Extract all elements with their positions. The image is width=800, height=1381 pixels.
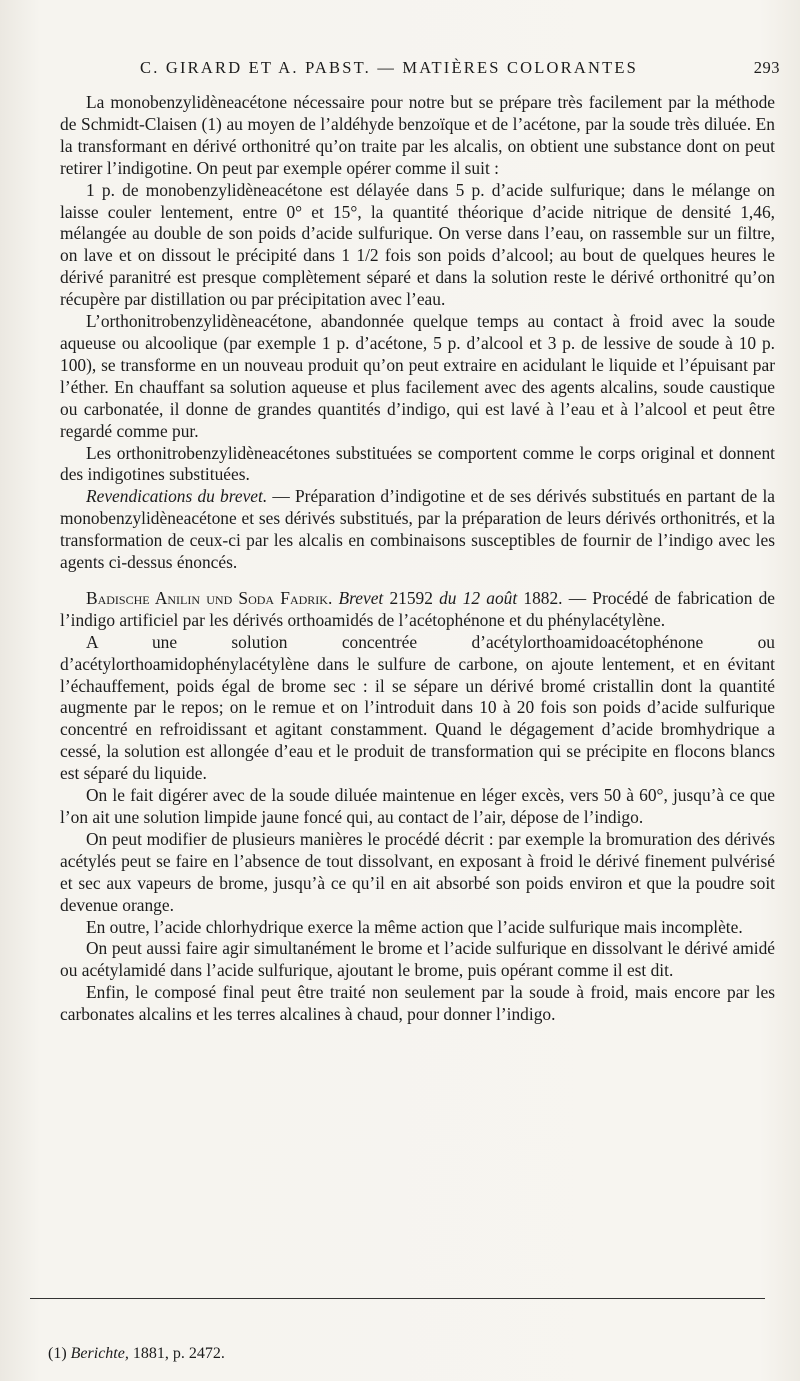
paragraph-4: Les orthonitrobenzylidèneacétones substituées se comportent comme le corps original et donnent des indigotines substituées. [60,442,775,485]
patent-entry [60,588,775,632]
paragraph-8: On le fait digérer avec de la soude diluée maintenue en léger excès, vers 50 à 60°, jusqu’à ce que l’on ait une solution limpide jaune foncé qui, au contact de l’air, dépose de l’indigo. [60,785,775,827]
paragraph-7: A une solution concentrée d’acétylorthoamidoacétophénone ou d’acétylorthoamidophénylacétylène dans le sulfure de carbone, on ajoute lentement, et en évitant l’échauffement, poids égal de brome sec : il se sépare un dérivé bromé cristallin dont la quantité augmente par le repos; on le remue et on l’introduit dans 10 à 20 fois son poids d’acide sulfurique concentré en refroidissant et agitant constamment. Quand le dégagement d’acide bromhydrique a cessé, la solution est allongée d’eau et le produit de transformation qui se précipite en flocons blancs est séparé du liquide. [60,631,775,784]
paragraph-10: En outre, l’acide chlorhydrique exerce la même action que l’acide sulfurique mais incomplète. [86,916,743,937]
patent-company: Badische Anilin und Soda Fadrik. [86,587,333,608]
patent-brevet: Brevet [338,587,384,608]
claims-heading: Revendications du brevet. [86,486,268,507]
patent-number: 21592 [383,587,440,608]
paragraph-claims [60,486,775,574]
paragraph-11: On peut aussi faire agir simultanément le brome et l’acide sulfurique en dissolvant le dérivé amidé ou acétylamidé dans l’acide sulfurique, ajoutant le brome, puis opérant comme il est dit. [60,938,775,981]
patent-date: du 12 août [439,587,518,608]
paragraph-1: La monobenzylidèneacétone nécessaire pour notre but se prépare très facilement par la méthode de Schmidt-Claisen (1) au moyen de l’aldéhyde benzoïque et de l’acétone, par la soude très diluée. En la transformant en dérivé orthonitré qu’on traite par les alcalis, on obtient une substance dont on peut retirer l’indigotine. On peut par exemple opérer comme il suit : [60,92,775,178]
footnote-marker: (1) [48,1345,71,1362]
footnote-source: Berichte, [70,1345,129,1362]
page-number: 293 [753,58,780,77]
footnote-rule [30,1298,765,1299]
body-text [60,92,775,1026]
paragraph-2: 1 p. de monobenzylidèneacétone est délayée dans 5 p. d’acide sulfurique; dans le mélange on laisse couler lentement, entre 0° et 15°, la quantité théorique d’acide nitrique de densité 1,46, mélangée au double de son poids d’acide sulfurique. On verse dans l’eau, on rassemble sur un filtre, on lave et on dissout le précipité dans 1 1/2 fois son poids d’alcool; au bout de quelques heures le dérivé paranitré est presque complètement séparé et dans la solution reste le dérivé orthonitré qu’on récupère par distillation ou par précipitation avec l’eau. [60,179,775,310]
footnote-ref: 1881, p. 2472. [128,1345,225,1362]
running-header [140,58,780,82]
paragraph-3: L’orthonitrobenzylidèneacétone, abandonnée quelque temps au contact à froid avec la soude aqueuse ou alcoolique (par exemple 1 p. d’acétone, 5 p. d’alcool et 3 p. de lessive de soude à 10 p. 100), se transforme en un nouveau produit qu’on peut extraire en acidulant le liquide et l’épuisant par l’éther. En chauffant sa solution aqueuse et plus facilement avec des agents alcalins, soude caustique ou carbonatée, il donne de grandes quantités d’indigo, qui est lavé à l’eau et à l’alcool et peut être regardé comme pur. [60,311,775,441]
claims-text: — Préparation d’indigotine et de ses dérivés substitués en partant de la monobenzylidèneacétone et ses dérivés substitués, par la préparation de leurs dérivés orthonitrés, et la transformation de ceux-ci par les alcalis en combinaisons susceptibles de fournir de l’indigo avec les agents ci-dessus énoncés. [60,486,775,573]
patent-title: 1882. — Procédé de fabrication de l’indigo artificiel par les dérivés orthoamidés de l’acétophénone et du phénylacétylène. [60,587,776,630]
footnote [48,1345,748,1363]
paragraph-12: Enfin, le composé final peut être traité non seulement par la soude à froid, mais encore par les carbonates alcalins et les terres alcalines à chaud, pour donner l’indigo. [60,982,775,1025]
header-title: C. GIRARD ET A. PABST. — MATIÈRES COLORANTES [140,58,639,77]
paragraph-9: On peut modifier de plusieurs manières le procédé décrit : par exemple la bromuration des dérivés acétylés peut se faire en l’absence de tout dissolvant, en exposant à froid le dérivé finement pulvérisé et sec aux vapeurs de brome, jusqu’à ce qu’il en ait absorbé son poids environ et que la poudre soit devenue orange. [60,828,775,915]
